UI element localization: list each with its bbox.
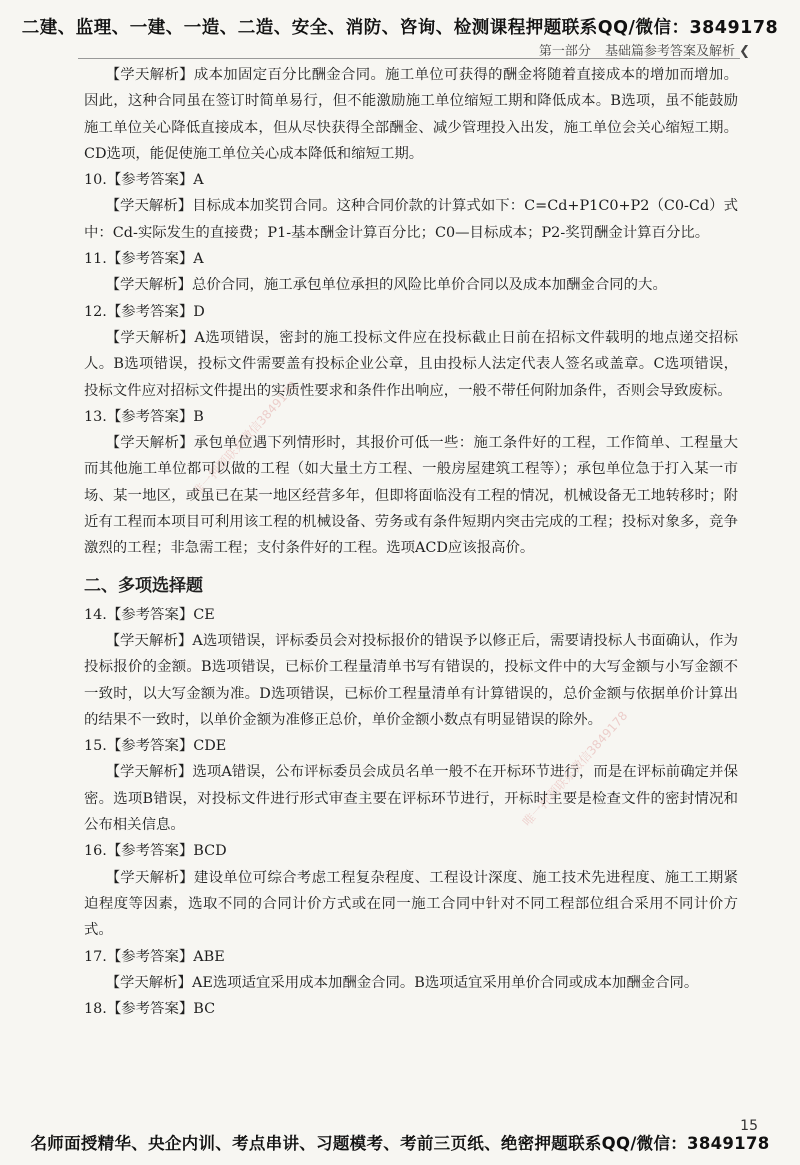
answer-line: 18.【参考答案】BC (84, 1001, 216, 1018)
answer-line: 10.【参考答案】A (84, 172, 204, 189)
promo-banner-top: 二建、监理、一建、一造、二造、安全、消防、咨询、检测课程押题联系QQ/微信：3849178 (21, 18, 779, 38)
explanation-paragraph: 【学天解析】成本加固定百分比酬金合同。施工单位可获得的酬金将随着直接成本的增加而增加。因此，这种合同虽在签订时简单易行，但不能激励施工单位缩短工期和降低成本。B选项，虽不能鼓励施工单位关心降低直接成本，但从尽快获得全部酬金、减少管理投入出发，施工单位会关心缩短工期。CD选项，能促使施工单位关心成本降低和缩短工期。 (84, 67, 738, 162)
header-section: 基础篇参考答案及解析 (604, 44, 735, 59)
promo-banner-bottom: 名师面授精华、央企内训、考点串讲、习题模考、考前三页纸、绝密押题联系QQ/微信：3849178 (30, 1134, 770, 1153)
explanation-paragraph: 【学天解析】A选项错误，评标委员会对投标报价的错误予以修正后，需要请投标人书面确认，作为投标报价的金额。B选项错误，已标价工程量清单书写有错误的，投标文件中的大写金额与小写金额不一致时，以大写金额为准。D选项错误，已标价工程量清单有计算错误的，总价金额与依据单价计算出的结果不一致时，以单价金额为准修正总价，单价金额小数点有明显错误的除外。 (84, 632, 738, 728)
explanation-paragraph: 【学天解析】目标成本加奖罚合同。这种合同价款的计算式如下：C=Cd+P1C0+P2（C0-Cd）式中：Cd-实际发生的直接费；P1-基本酬金计算百分比；C0—目标成本；P2-奖罚酬金计算百分比。 (84, 198, 738, 241)
answer-line: 11.【参考答案】A (84, 251, 204, 268)
chevron-left-icon: ❮ (739, 44, 750, 59)
header-divider (78, 58, 740, 59)
answer-line: 14.【参考答案】CE (84, 606, 215, 623)
header-part: 第一部分 (538, 44, 591, 59)
answer-line: 12.【参考答案】D (84, 303, 205, 320)
answer-line: 17.【参考答案】ABE (84, 948, 225, 965)
explanation-paragraph: 【学天解析】承包单位遇下列情形时，其报价可低一些：施工条件好的工程，工作简单、工程量大而其他施工单位都可以做的工程（如大量土方工程、一般房屋建筑工程等）；承包单位急于打入某一市场、某一地区，或虽已在某一地区经营多年，但即将面临没有工程的情况，机械设备无工地转移时；附近有工程而本项目可利用该工程的机械设备、劳务或有条件短期内突击完成的工程；投标对象多，竞争激烈的工程；非急需工程；支付条件好的工程。选项ACD应该报高价。 (84, 435, 738, 557)
answer-line: 13.【参考答案】B (84, 408, 204, 425)
explanation-paragraph: 【学天解析】选项A错误，公布评标委员会成员名单一般不在开标环节进行，而是在评标前确定并保密。选项B错误，对投标文件进行形式审查主要在评标环节进行，开标时主要是检查文件的密封情况和公布相关信息。 (84, 764, 738, 834)
explanation-paragraph: 【学天解析】建设单位可综合考虑工程复杂程度、工程设计深度、施工技术先进程度、施工工期紧迫程度等因素，选取不同的合同计价方式或在同一施工合同中针对不同工程部位组合采用不同计价方式。 (84, 869, 738, 939)
answer-line: 16.【参考答案】BCD (84, 843, 227, 860)
running-header (539, 40, 750, 59)
watermark: 唯一押题联系微信3849178 (519, 708, 631, 830)
watermark: 唯一押题联系微信3849178 (189, 378, 301, 500)
answer-line: 15.【参考答案】CDE (84, 738, 227, 755)
explanation-paragraph: 【学天解析】A选项错误，密封的施工投标文件应在投标截止日前在招标文件载明的地点递交招标人。B选项错误，投标文件需要盖有投标企业公章，且由投标人法定代表人签名或盖章。C选项错误，投标文件应对招标文件提出的实质性要求和条件作出响应，一般不带任何附加条件，否则会导致废标。 (84, 329, 738, 399)
section-heading: 二、多项选择题 (84, 575, 203, 596)
explanation-paragraph: 【学天解析】总价合同，施工承包单位承担的风险比单价合同以及成本加酬金合同的大。 (105, 277, 667, 294)
answer-content (84, 62, 738, 1022)
explanation-paragraph: 【学天解析】AE选项适宜采用成本加酬金合同。B选项适宜采用单价合同或成本加酬金合同。 (105, 974, 699, 991)
page-number: 15 (740, 1118, 758, 1134)
